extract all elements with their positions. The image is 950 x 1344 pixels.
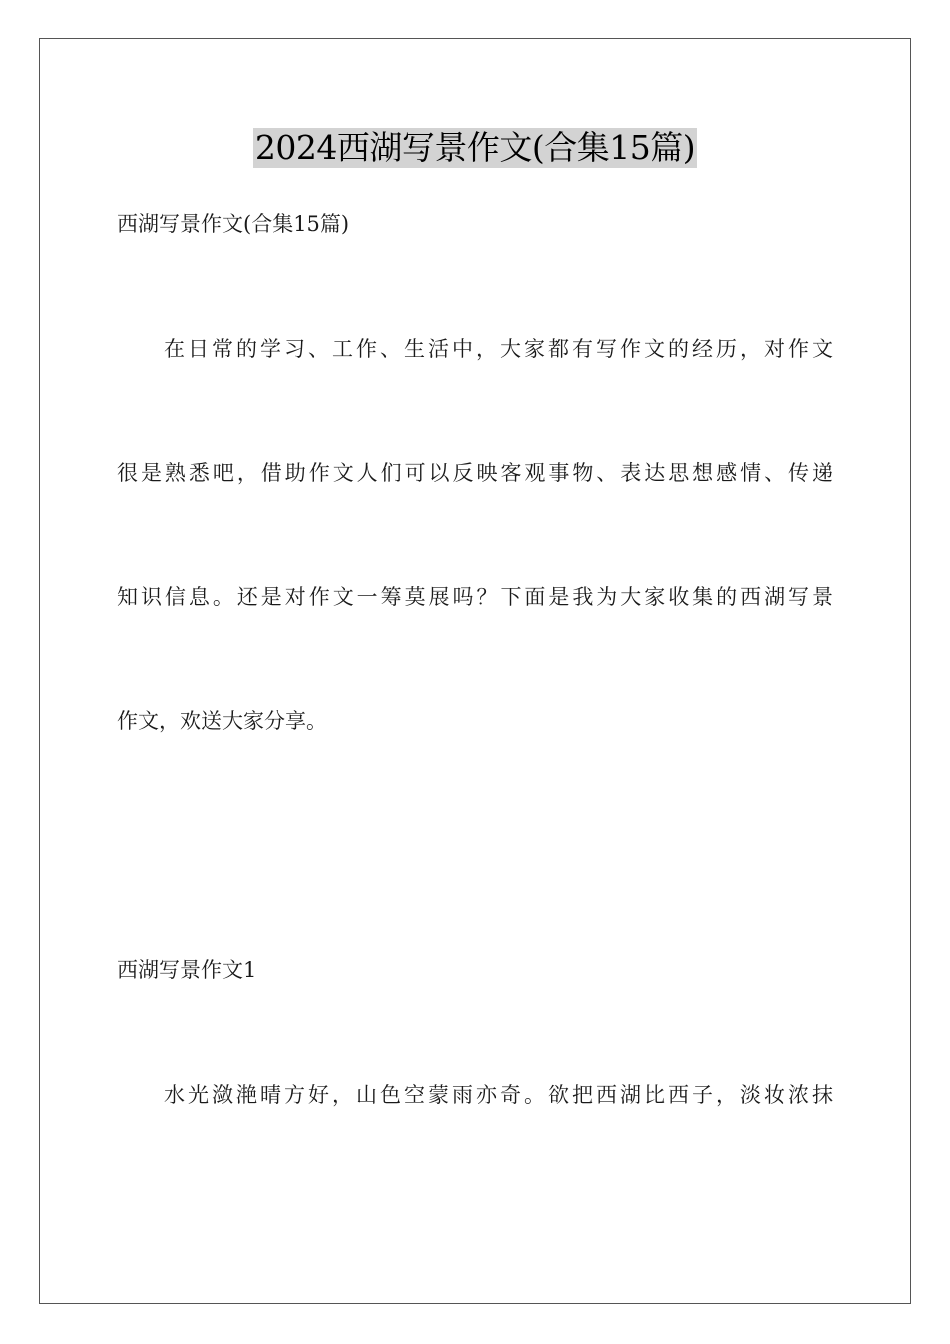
intro-line-1: 在日常的学习、工作、生活中，大家都有写作文的经历，对作文 bbox=[164, 337, 833, 361]
document-title: 2024西湖写景作文(合集15篇) bbox=[254, 128, 696, 167]
document-subtitle: 西湖写景作文(合集15篇) bbox=[117, 212, 350, 236]
intro-line-3: 知识信息。还是对作文一筹莫展吗？下面是我为大家收集的西湖写景 bbox=[117, 585, 833, 609]
section-heading: 西湖写景作文1 bbox=[117, 958, 257, 982]
intro-line-2: 很是熟悉吧，借助作文人们可以反映客观事物、表达思想感情、传递 bbox=[117, 461, 833, 485]
section-line-1: 水光潋滟晴方好，山色空蒙雨亦奇。欲把西湖比西子，淡妆浓抹 bbox=[164, 1083, 833, 1107]
title-container bbox=[0, 128, 950, 168]
intro-line-4: 作文，欢送大家分享。 bbox=[117, 709, 327, 733]
